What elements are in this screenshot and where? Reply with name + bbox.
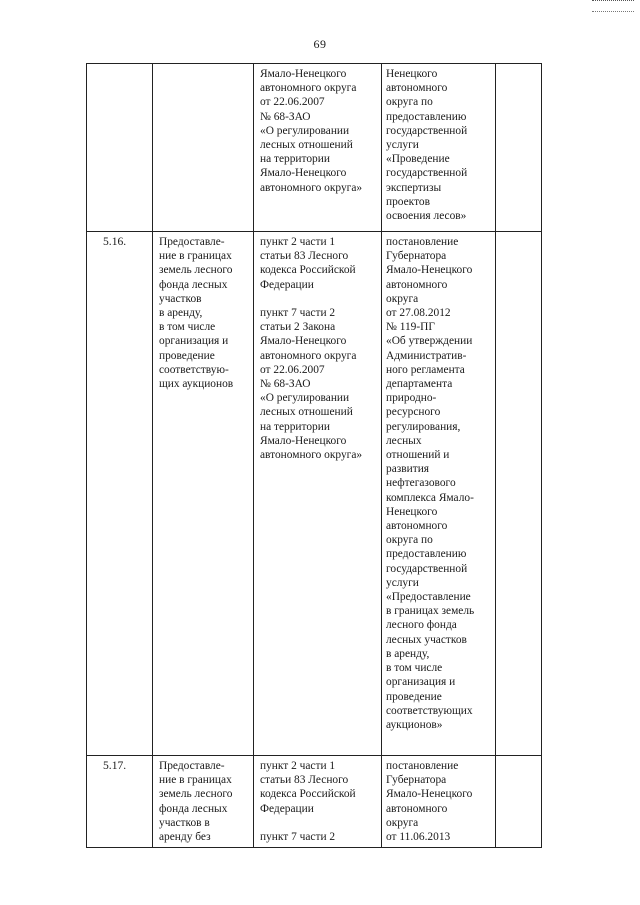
service-name-cell: Предоставле- ние в границах земель лесного фонда лесных участков в аренду, в том числе организация и проведение соответствую- щих аукционов: [159, 236, 234, 391]
column-divider: [381, 63, 382, 848]
column-divider: [495, 63, 496, 848]
regulatory-act-cell: Ненецкого автономного округа по предоставлению государственной услуги «Проведение государственной экспертизы проектов освоения лесов»: [386, 68, 468, 223]
regulatory-act-cell: постановление Губернатора Ямало-Ненецкого автономного округа от 27.08.2012 № 119-ПГ «Об утверждении Административ- ного регламента департамента природно- ресурсного регулирования, лесных отношений и развития нефтегазового комплекса Ямало- Ненецкого автономного округа по предоставлению государственной услуги «Предоставление в границах земель лесного фонда лесных участков в аренду, в том числе организация и проведение соответствующих аукционов»: [386, 236, 475, 731]
service-name-cell: Предоставле- ние в границах земель лесного фонда лесных участков в аренду без: [159, 760, 233, 844]
legal-basis-cell: пункт 2 части 1 статьи 83 Лесного кодекса Российской Федерации пункт 7 части 2 статьи 2 Закона Ямало-Ненецкого автономного округа от 22.06.2007 № 68-ЗАО «О регулировании лесных отношений на территории Ямало-Ненецкого автономного округа»: [260, 236, 363, 462]
row-number: 5.16.: [103, 235, 127, 248]
column-divider: [541, 63, 542, 848]
regulatory-act-cell: постановление Губернатора Ямало-Ненецкого автономного округа от 11.06.2013: [386, 760, 473, 844]
top-scan-mark: [592, 0, 634, 12]
row-number: 5.17.: [103, 759, 127, 772]
legal-basis-cell: пункт 2 части 1 статьи 83 Лесного кодекса Российской Федерации пункт 7 части 2: [260, 760, 356, 844]
column-divider: [152, 63, 153, 848]
column-divider: [86, 63, 87, 848]
table-bottom-border: [86, 847, 542, 848]
legal-basis-cell: Ямало-Ненецкого автономного округа от 22.06.2007 № 68-ЗАО «О регулировании лесных отношений на территории Ямало-Ненецкого автономного округа»: [260, 68, 363, 194]
column-divider: [253, 63, 254, 848]
row-divider: [86, 231, 542, 232]
page-number: 69: [313, 37, 327, 51]
table-top-border: [86, 63, 542, 64]
row-divider: [86, 755, 542, 756]
